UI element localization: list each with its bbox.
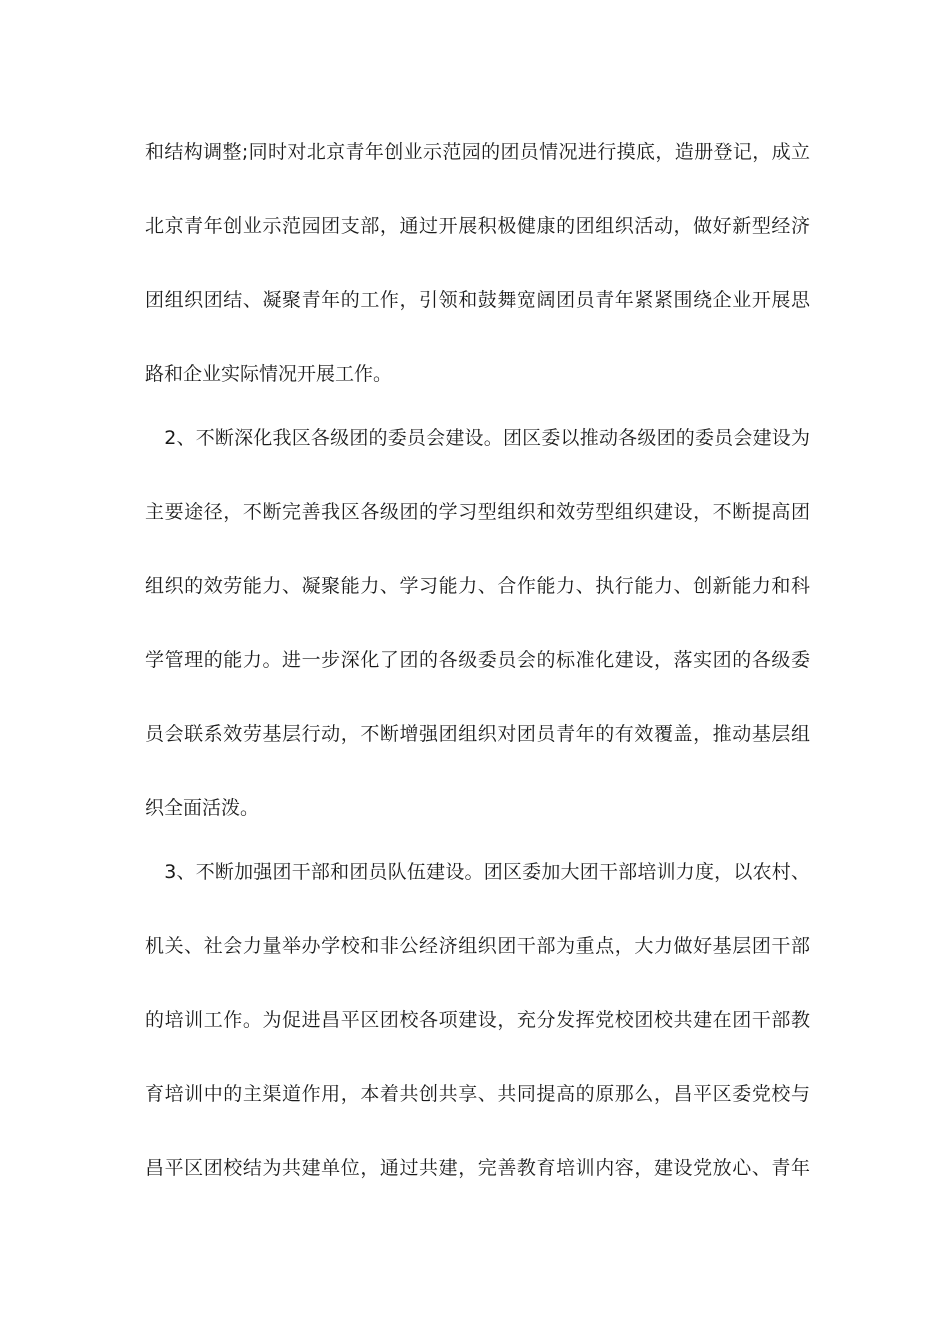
body-text-line: 3、不断加强团干部和团员队伍建设。团区委加大团干部培训力度，以农村、 [145,861,810,883]
body-text-line: 育培训中的主渠道作用，本着共创共享、共同提高的原那么，昌平区委党校与 [145,1083,810,1105]
body-text-line: 2、不断深化我区各级团的委员会建设。团区委以推动各级团的委员会建设为 [145,427,810,449]
body-text-line: 机关、社会力量举办学校和非公经济组织团干部为重点，大力做好基层团干部 [145,935,810,957]
body-text-line: 昌平区团校结为共建单位，通过共建，完善教育培训内容，建设党放心、青年 [145,1157,810,1179]
body-text-line: 员会联系效劳基层行动，不断增强团组织对团员青年的有效覆盖，推动基层组 [145,723,810,745]
body-text-line: 北京青年创业示范园团支部，通过开展积极健康的团组织活动，做好新型经济 [145,215,810,237]
body-text-line: 学管理的能力。进一步深化了团的各级委员会的标准化建设，落实团的各级委 [145,649,810,671]
body-text-line: 织全面活泼。 [145,797,260,819]
body-text-line: 团组织团结、凝聚青年的工作，引领和鼓舞宽阔团员青年紧紧围绕企业开展思 [145,289,810,311]
body-text-line: 主要途径，不断完善我区各级团的学习型组织和效劳型组织建设，不断提高团 [145,501,810,523]
body-text-line: 组织的效劳能力、凝聚能力、学习能力、合作能力、执行能力、创新能力和科 [145,575,810,597]
body-text-line: 和结构调整;同时对北京青年创业示范园的团员情况进行摸底，造册登记，成立 [145,141,810,163]
body-text-line: 的培训工作。为促进昌平区团校各项建设，充分发挥党校团校共建在团干部教 [145,1009,810,1031]
body-text-line: 路和企业实际情况开展工作。 [145,363,393,385]
